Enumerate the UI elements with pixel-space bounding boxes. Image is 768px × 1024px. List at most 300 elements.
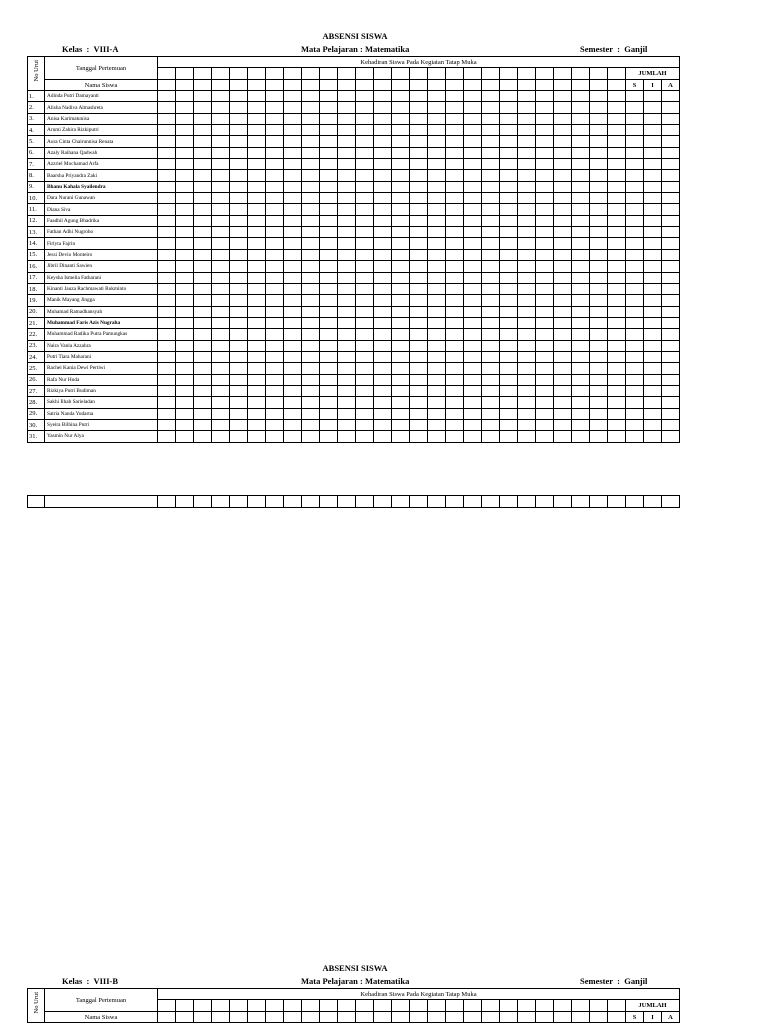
attendance-cell [536, 125, 554, 136]
attendance-cell [248, 385, 266, 396]
attendance-cell [392, 204, 410, 215]
attendance-cell [428, 1012, 446, 1023]
attendance-cell [518, 306, 536, 317]
attendance-cell [554, 261, 572, 272]
attendance-cell [302, 317, 320, 328]
attendance-cell [374, 261, 392, 272]
attendance-cell [572, 374, 590, 385]
student-name: Keysha Ismelia Fatharani [45, 272, 158, 283]
attendance-cell [554, 249, 572, 260]
date-cell [428, 1000, 446, 1012]
attendance-cell [518, 419, 536, 430]
attendance-cell [230, 125, 248, 136]
attendance-cell [356, 295, 374, 306]
attendance-cell [158, 317, 176, 328]
attendance-cell [410, 136, 428, 147]
attendance-cell [338, 1012, 356, 1023]
attendance-cell [410, 204, 428, 215]
attendance-cell [302, 113, 320, 124]
attendance-cell [446, 317, 464, 328]
attendance-cell [428, 261, 446, 272]
attendance-cell [230, 363, 248, 374]
attendance-cell [338, 317, 356, 328]
attendance-cell [338, 227, 356, 238]
attendance-cell [248, 374, 266, 385]
attendance-cell [518, 397, 536, 408]
attendance-cell [644, 329, 662, 340]
attendance-cell [662, 340, 680, 351]
class-label: Kelas : VIII-B [62, 976, 119, 986]
empty-cell [464, 496, 482, 508]
attendance-cell [536, 408, 554, 419]
attendance-cell [662, 397, 680, 408]
attendance-cell [284, 351, 302, 362]
attendance-cell [392, 136, 410, 147]
attendance-cell [572, 261, 590, 272]
attendance-cell [356, 385, 374, 396]
attendance-cell [644, 227, 662, 238]
attendance-cell [626, 204, 644, 215]
attendance-cell [392, 215, 410, 226]
attendance-cell [194, 113, 212, 124]
attendance-cell [464, 317, 482, 328]
attendance-cell [392, 238, 410, 249]
attendance-cell [266, 317, 284, 328]
attendance-cell [284, 238, 302, 249]
empty-cell [320, 496, 338, 508]
attendance-cell [626, 113, 644, 124]
date-cell [248, 1000, 266, 1012]
attendance-cell [482, 306, 500, 317]
attendance-cell [518, 374, 536, 385]
attendance-cell [662, 295, 680, 306]
attendance-cell [572, 340, 590, 351]
attendance-cell [626, 261, 644, 272]
student-row [28, 215, 680, 226]
attendance-cell [662, 363, 680, 374]
attendance-cell [212, 1012, 230, 1023]
attendance-cell [626, 295, 644, 306]
attendance-cell [500, 181, 518, 192]
attendance-cell [230, 181, 248, 192]
attendance-cell [446, 351, 464, 362]
empty-cell [45, 496, 158, 508]
attendance-cell [482, 125, 500, 136]
attendance-cell [662, 125, 680, 136]
attendance-cell [194, 317, 212, 328]
attendance-cell [590, 419, 608, 430]
student-name: Adinda Putri Damayanti [45, 91, 158, 102]
attendance-cell [392, 385, 410, 396]
attendance-cell [464, 283, 482, 294]
attendance-cell [284, 363, 302, 374]
attendance-cell [572, 363, 590, 374]
attendance-cell [176, 215, 194, 226]
attendance-cell [284, 1012, 302, 1023]
attendance-cell [626, 181, 644, 192]
attendance-cell [446, 238, 464, 249]
attendance-cell [230, 408, 248, 419]
attendance-cell [212, 431, 230, 442]
attendance-cell [212, 374, 230, 385]
attendance-cell [572, 136, 590, 147]
attendance-cell [284, 408, 302, 419]
attendance-cell [428, 238, 446, 249]
attendance-cell [644, 340, 662, 351]
attendance-cell [572, 102, 590, 113]
student-row [28, 113, 680, 124]
attendance-cell [284, 329, 302, 340]
attendance-cell [572, 227, 590, 238]
attendance-cell [158, 238, 176, 249]
attendance-cell [158, 351, 176, 362]
attendance-cell [608, 385, 626, 396]
attendance-cell [428, 283, 446, 294]
date-cell [302, 1000, 320, 1012]
attendance-cell [374, 317, 392, 328]
attendance-cell [554, 272, 572, 283]
attendance-cell [410, 80, 428, 91]
attendance-cell [356, 181, 374, 192]
attendance-cell [554, 317, 572, 328]
attendance-cell [230, 136, 248, 147]
attendance-cell [392, 363, 410, 374]
attendance-cell [284, 419, 302, 430]
attendance-cell [158, 215, 176, 226]
attendance-cell [194, 306, 212, 317]
attendance-cell [590, 147, 608, 158]
attendance-cell [446, 159, 464, 170]
attendance-cell [230, 317, 248, 328]
attendance-cell [176, 80, 194, 91]
attendance-cell [248, 306, 266, 317]
attendance-cell [554, 351, 572, 362]
attendance-cell [536, 329, 554, 340]
attendance-cell [320, 136, 338, 147]
attendance-cell [374, 181, 392, 192]
attendance-cell [500, 227, 518, 238]
attendance-cell [608, 170, 626, 181]
attendance-cell [158, 385, 176, 396]
attendance-cell [626, 227, 644, 238]
attendance-cell [554, 159, 572, 170]
attendance-cell [230, 80, 248, 91]
attendance-cell [590, 80, 608, 91]
student-number: 25. [28, 363, 45, 374]
attendance-cell [230, 431, 248, 442]
student-number: 2. [28, 102, 45, 113]
attendance-cell [212, 272, 230, 283]
attendance-cell [446, 363, 464, 374]
attendance-cell [554, 385, 572, 396]
attendance-cell [248, 317, 266, 328]
attendance-cell [212, 419, 230, 430]
attendance-cell [266, 419, 284, 430]
attendance-cell [284, 385, 302, 396]
attendance-cell [374, 227, 392, 238]
attendance-cell [410, 159, 428, 170]
attendance-cell [356, 113, 374, 124]
attendance-cell [464, 272, 482, 283]
attendance-cell [212, 261, 230, 272]
attendance-cell [284, 215, 302, 226]
attendance-cell [554, 227, 572, 238]
attendance-cell [230, 272, 248, 283]
attendance-cell [212, 283, 230, 294]
attendance-cell [320, 102, 338, 113]
attendance-cell [410, 272, 428, 283]
attendance-cell [482, 102, 500, 113]
attendance-cell [284, 113, 302, 124]
attendance-cell [464, 80, 482, 91]
attendance-cell [590, 306, 608, 317]
student-name: Manik Mayang Jingga [45, 295, 158, 306]
attendance-cell [518, 102, 536, 113]
student-row [28, 419, 680, 430]
attendance-cell [212, 147, 230, 158]
attendance-cell [320, 159, 338, 170]
student-row [28, 397, 680, 408]
student-name: Satria Nanda Yudarna [45, 408, 158, 419]
attendance-cell [230, 147, 248, 158]
attendance-cell [500, 136, 518, 147]
attendance-cell [500, 204, 518, 215]
kehadiran-header: Kehadiran Siswa Pada Kegiatan Tatap Muka [158, 989, 680, 1000]
attendance-cell [248, 80, 266, 91]
student-name: Yasmin Nur Alya [45, 431, 158, 442]
attendance-cell [662, 408, 680, 419]
attendance-cell [176, 113, 194, 124]
attendance-cell [338, 283, 356, 294]
student-number: 15. [28, 249, 45, 260]
attendance-cell [374, 215, 392, 226]
attendance-cell [356, 1012, 374, 1023]
date-cell [590, 1000, 608, 1012]
attendance-cell [500, 215, 518, 226]
attendance-cell [428, 397, 446, 408]
attendance-cell [536, 147, 554, 158]
student-name: Firlyta Fajrin [45, 238, 158, 249]
attendance-cell [284, 272, 302, 283]
attendance-cell [158, 431, 176, 442]
student-name: Aura Cinta Chairunnisa Renata [45, 136, 158, 147]
attendance-cell [536, 261, 554, 272]
attendance-cell [500, 397, 518, 408]
attendance-cell [536, 204, 554, 215]
attendance-cell [266, 306, 284, 317]
attendance-cell [320, 397, 338, 408]
attendance-cell [374, 170, 392, 181]
attendance-cell [626, 215, 644, 226]
attendance-cell [572, 1012, 590, 1023]
attendance-cell [590, 385, 608, 396]
attendance-cell [626, 238, 644, 249]
attendance-cell [284, 249, 302, 260]
student-name: Kinanti Jauza Rachmawati Rukminto [45, 283, 158, 294]
attendance-cell [302, 238, 320, 249]
attendance-cell [446, 91, 464, 102]
attendance-cell [410, 431, 428, 442]
attendance-cell [662, 147, 680, 158]
attendance-cell [248, 283, 266, 294]
attendance-cell [194, 80, 212, 91]
attendance-cell [572, 385, 590, 396]
date-cell [554, 68, 572, 80]
attendance-cell [590, 351, 608, 362]
empty-cell [176, 496, 194, 508]
attendance-cell [608, 113, 626, 124]
attendance-cell [302, 170, 320, 181]
attendance-cell [284, 125, 302, 136]
student-name: Bhanu Kahala Syailendra [45, 181, 158, 192]
attendance-cell [230, 113, 248, 124]
attendance-cell [428, 170, 446, 181]
jumlah-header: JUMLAH [626, 68, 680, 80]
attendance-cell [554, 431, 572, 442]
student-name: Alisha Nadiva Almashreta [45, 102, 158, 113]
student-number: 3. [28, 113, 45, 124]
attendance-cell [446, 204, 464, 215]
attendance-cell [392, 147, 410, 158]
date-cell [482, 1000, 500, 1012]
attendance-cell [266, 227, 284, 238]
empty-cell [284, 496, 302, 508]
attendance-cell [518, 238, 536, 249]
attendance-cell [464, 125, 482, 136]
attendance-cell [446, 397, 464, 408]
attendance-cell [608, 227, 626, 238]
attendance-cell [518, 215, 536, 226]
attendance-cell [608, 261, 626, 272]
attendance-cell [320, 261, 338, 272]
attendance-cell [284, 91, 302, 102]
empty-cell [482, 496, 500, 508]
attendance-cell [518, 159, 536, 170]
attendance-cell [464, 397, 482, 408]
student-name: Azaly Raihana Qadwah [45, 147, 158, 158]
attendance-cell [608, 147, 626, 158]
attendance-cell [302, 283, 320, 294]
attendance-cell [536, 363, 554, 374]
attendance-cell [410, 170, 428, 181]
attendance-cell [248, 1012, 266, 1023]
attendance-cell [554, 181, 572, 192]
empty-cell [374, 496, 392, 508]
attendance-cell [356, 215, 374, 226]
attendance-cell [302, 385, 320, 396]
attendance-cell [284, 170, 302, 181]
attendance-cell [554, 283, 572, 294]
attendance-cell [338, 204, 356, 215]
attendance-cell [572, 249, 590, 260]
attendance-cell [230, 204, 248, 215]
attendance-cell [644, 215, 662, 226]
attendance-cell [410, 91, 428, 102]
attendance-cell [302, 363, 320, 374]
attendance-cell [428, 227, 446, 238]
attendance-cell [266, 295, 284, 306]
attendance-cell [608, 295, 626, 306]
attendance-cell [248, 147, 266, 158]
attendance-cell [428, 351, 446, 362]
attendance-cell [176, 272, 194, 283]
attendance-cell [644, 385, 662, 396]
attendance-cell [176, 408, 194, 419]
attendance-cell [320, 419, 338, 430]
attendance-cell [248, 113, 266, 124]
attendance-cell [302, 408, 320, 419]
student-row [28, 204, 680, 215]
attendance-cell [356, 317, 374, 328]
attendance-cell [374, 147, 392, 158]
attendance-cell [230, 227, 248, 238]
attendance-cell [212, 181, 230, 192]
attendance-cell [338, 351, 356, 362]
attendance-cell [284, 159, 302, 170]
attendance-cell [644, 238, 662, 249]
attendance-cell [662, 249, 680, 260]
attendance-cell [194, 159, 212, 170]
attendance-cell [590, 136, 608, 147]
empty-cell [338, 496, 356, 508]
attendance-cell [572, 431, 590, 442]
attendance-cell [572, 215, 590, 226]
attendance-cell [446, 306, 464, 317]
attendance-cell [572, 91, 590, 102]
attendance-cell [302, 125, 320, 136]
attendance-cell [302, 159, 320, 170]
attendance-cell [248, 340, 266, 351]
date-cell [158, 1000, 176, 1012]
attendance-cell [482, 249, 500, 260]
attendance-cell [194, 193, 212, 204]
attendance-cell [176, 363, 194, 374]
attendance-cell [518, 340, 536, 351]
attendance-cell [374, 397, 392, 408]
attendance-cell [590, 204, 608, 215]
attendance-cell [572, 317, 590, 328]
attendance-cell [374, 204, 392, 215]
attendance-cell [158, 113, 176, 124]
attendance-cell [644, 249, 662, 260]
student-row [28, 102, 680, 113]
student-number: 7. [28, 159, 45, 170]
student-number: 19. [28, 295, 45, 306]
attendance-cell [320, 340, 338, 351]
semester-label: Semester : Ganjil [580, 44, 648, 54]
attendance-cell [194, 227, 212, 238]
attendance-cell [572, 181, 590, 192]
date-cell [374, 68, 392, 80]
empty-cell [590, 496, 608, 508]
attendance-cell [338, 306, 356, 317]
attendance-cell [518, 91, 536, 102]
attendance-cell [518, 351, 536, 362]
attendance-cell [284, 136, 302, 147]
attendance-cell [338, 363, 356, 374]
attendance-cell [464, 113, 482, 124]
attendance-cell [176, 125, 194, 136]
attendance-cell [338, 340, 356, 351]
attendance-cell [464, 351, 482, 362]
attendance-cell [230, 215, 248, 226]
attendance-cell [428, 215, 446, 226]
attendance-cell [500, 261, 518, 272]
attendance-cell [320, 113, 338, 124]
attendance-cell [554, 125, 572, 136]
attendance-cell [194, 272, 212, 283]
attendance-cell [482, 1012, 500, 1023]
